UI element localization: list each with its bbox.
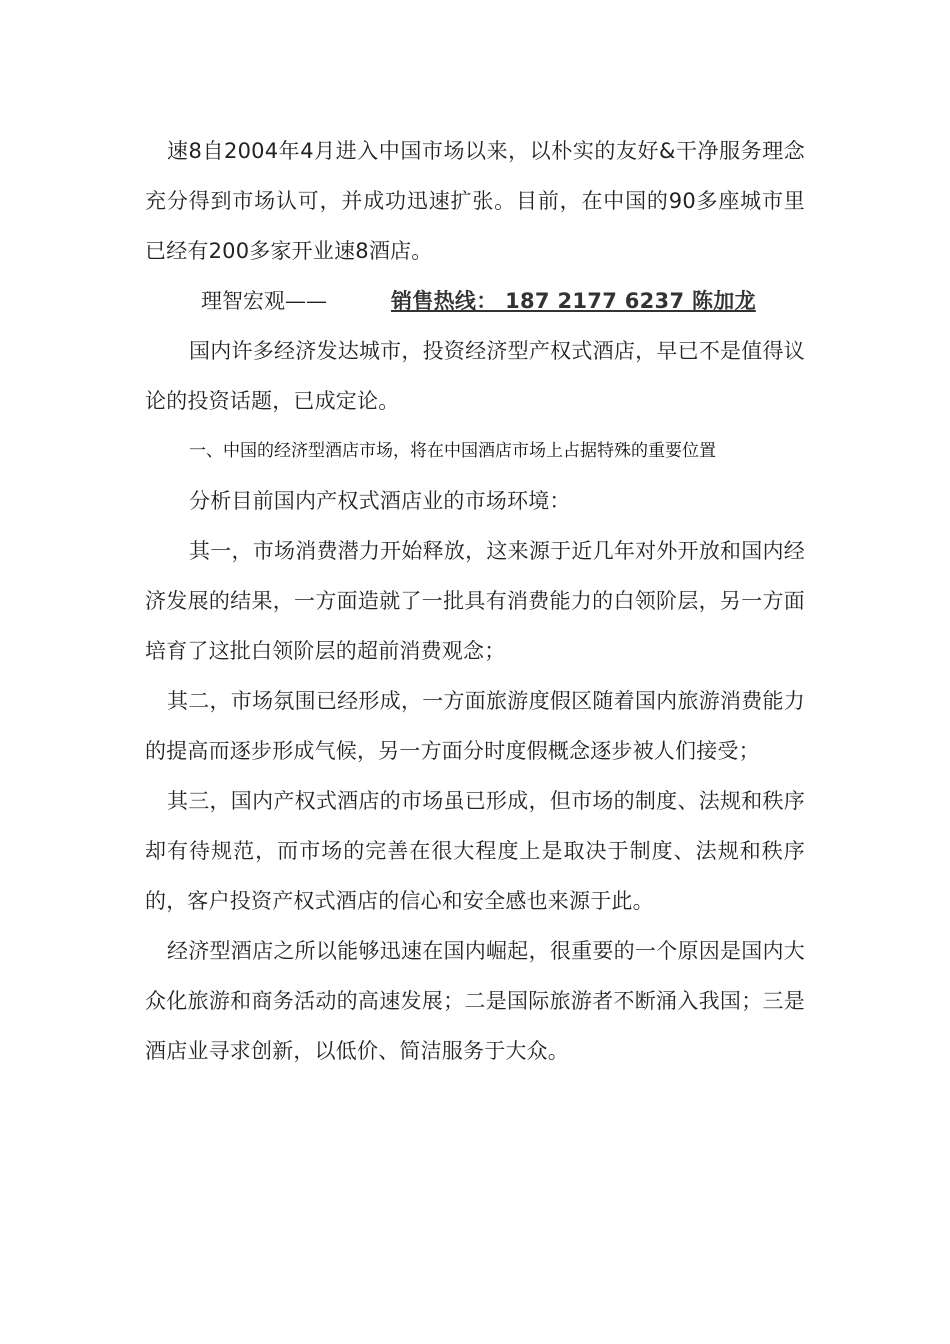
paragraph-1: 国内许多经济发达城市，投资经济型产权式酒店，早已不是值得议论的投资话题，已成定论。 [145, 339, 805, 413]
intro-paragraph: 速8自2004年4月进入中国市场以来，以朴实的友好&干净服务理念充分得到市场认可，并成功迅速扩张。目前，在中国的90多座城市里已经有200多家开业速8酒店。 [145, 139, 805, 263]
paragraph-6: 经济型酒店之所以能够迅速在国内崛起，很重要的一个原因是国内大众化旅游和商务活动的高速发展；二是国际旅游者不断涌入我国；三是酒店业寻求创新，以低价、简洁服务于大众。 [145, 939, 805, 1063]
paragraph-4: 其二，市场氛围已经形成，一方面旅游度假区随着国内旅游消费能力的提高而逐步形成气候，另一方面分时度假概念逐步被人们接受； [145, 689, 805, 763]
paragraph-2: 分析目前国内产权式酒店业的市场环境： [189, 489, 571, 513]
document-body [145, 126, 805, 1076]
contact-line [145, 276, 805, 326]
sales-hotline: 销售热线： 187 2177 6237 陈加龙 [391, 289, 756, 313]
company-name: 理智宏观—— [201, 289, 327, 313]
paragraph-5: 其三，国内产权式酒店的市场虽已形成，但市场的制度、法规和秩序却有待规范，而市场的完善在很大程度上是取决于制度、法规和秩序的，客户投资产权式酒店的信心和安全感也来源于此。 [145, 789, 805, 913]
paragraph-3: 其一，市场消费潜力开始释放，这来源于近几年对外开放和国内经济发展的结果，一方面造就了一批具有消费能力的白领阶层，另一方面培育了这批白领阶层的超前消费观念； [145, 539, 805, 663]
section-heading-1: 一、中国的经济型酒店市场，将在中国酒店市场上占据特殊的重要位置 [189, 441, 716, 461]
